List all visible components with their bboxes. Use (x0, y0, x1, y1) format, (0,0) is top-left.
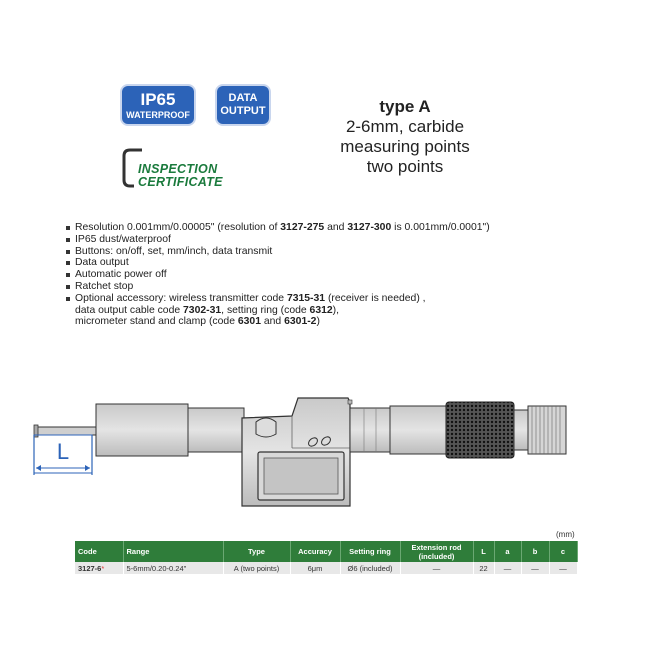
waterproof-label: WATERPROOF (126, 110, 190, 120)
cell-a: — (494, 562, 521, 574)
feature-code: 6301 (237, 316, 261, 328)
spec-table (75, 541, 578, 574)
header-extension-rod: Extension rod (included) (400, 541, 473, 562)
feature-text: Optional accessory: wireless transmitter code (75, 292, 287, 304)
feature-item (66, 222, 626, 234)
cell-range: 5-6mm/0.20-0.24" (123, 562, 223, 574)
feature-text: and (260, 316, 285, 328)
type-line1: 2-6mm, carbide (345, 117, 465, 136)
feature-code: 7315-31 (286, 292, 326, 304)
ip65-label: IP65 (140, 90, 176, 109)
cell-extension-rod: — (400, 562, 473, 574)
thimble-collar (390, 406, 446, 454)
type-line2: measuring points (340, 137, 470, 156)
micrometer-drawing (30, 388, 580, 513)
header-code: Code (75, 541, 123, 562)
measuring-rod (36, 427, 96, 435)
header-c: c (549, 541, 577, 562)
cell-b: — (521, 562, 549, 574)
table-row (75, 562, 577, 574)
feature-text: Resolution 0.001mm/0.00005" (resolution of (75, 222, 281, 233)
certificate-line2: CERTIFICATE (138, 175, 223, 189)
feature-item: Data output (66, 257, 626, 269)
feature-text: data output cable code (75, 304, 184, 316)
cell-code (75, 562, 123, 574)
cell-c: — (549, 562, 577, 574)
feature-item-continued (66, 305, 626, 317)
feature-item-continued (66, 316, 626, 328)
data-label: DATA (228, 92, 258, 104)
ip65-waterproof-badge (122, 86, 194, 124)
header-setting-ring: Setting ring (340, 541, 400, 562)
type-title: type A (379, 97, 431, 116)
feature-text: ) (316, 316, 320, 328)
feature-code: 3127-275 (280, 222, 325, 233)
ratchet-neck (514, 410, 528, 450)
feature-code: 6312 (309, 304, 333, 316)
feature-code: 7302-31 (183, 304, 222, 316)
feature-code: 6301-2 (284, 316, 317, 328)
feature-item: Automatic power off (66, 269, 626, 281)
table-header-row (75, 541, 577, 562)
cell-l: 22 (473, 562, 494, 574)
feature-code: 3127-300 (347, 222, 392, 233)
feature-item (66, 293, 626, 305)
header-l: L (473, 541, 494, 562)
cell-type: A (two points) (223, 562, 290, 574)
header-accuracy: Accuracy (290, 541, 340, 562)
feature-item: Buttons: on/off, set, mm/inch, data transmit (66, 246, 626, 258)
header-a: a (494, 541, 521, 562)
cell-setting-ring: Ø6 (included) (340, 562, 400, 574)
feature-list (66, 222, 626, 328)
feature-text: (receiver is needed) , (325, 292, 426, 304)
cell-accuracy: 6μm (290, 562, 340, 574)
code-value: 3127-6 (78, 563, 102, 573)
clamp-icon (256, 418, 276, 437)
output-label: OUTPUT (220, 105, 266, 117)
feature-text: and (324, 222, 348, 233)
header-type: Type (223, 541, 290, 562)
header-b: b (521, 541, 549, 562)
feature-item: IP65 dust/waterproof (66, 234, 626, 246)
dimension-l-label: L (56, 439, 70, 464)
certificate-line1: INSPECTION (138, 162, 218, 176)
knurled-grip (446, 402, 514, 458)
thimble (350, 408, 390, 452)
inspection-certificate-logo (120, 146, 260, 190)
sleeve (96, 404, 188, 456)
type-description (300, 97, 510, 177)
data-output-badge (217, 86, 269, 124)
feature-item: Ratchet stop (66, 281, 626, 293)
header-range: Range (123, 541, 223, 562)
code-mark: * (101, 563, 105, 573)
type-line3: two points (366, 157, 444, 176)
neck (188, 408, 244, 452)
unit-label: (mm) (556, 530, 575, 539)
feature-text: , setting ring (code (221, 304, 310, 316)
feature-text: micrometer stand and clamp (code (75, 316, 238, 328)
feature-text: ), (332, 304, 340, 316)
feature-text: is 0.001mm/0.0001") (391, 222, 490, 233)
